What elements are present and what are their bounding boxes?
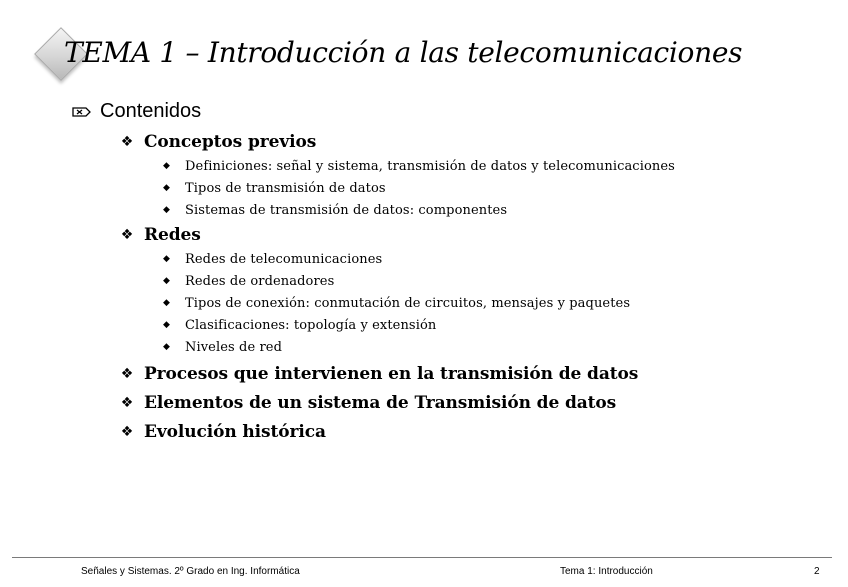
outline-section	[118, 417, 818, 446]
list-item	[163, 292, 818, 314]
four-diamond-icon: ❖	[120, 365, 134, 382]
diamond-bullet-icon: ◆	[163, 161, 170, 171]
section-label: Redes	[144, 225, 201, 245]
four-diamond-icon: ❖	[120, 394, 134, 411]
section-items	[118, 155, 818, 221]
section-heading	[118, 388, 818, 417]
diamond-bullet-icon: ◆	[163, 254, 170, 264]
slide-title: TEMA 1 – Introducción a las telecomunicaciones	[64, 36, 743, 69]
section-heading	[118, 222, 818, 248]
diamond-bullet-icon: ◆	[163, 205, 170, 215]
outline-section	[118, 388, 818, 417]
content-outline	[118, 129, 818, 446]
item-label: Redes de ordenadores	[185, 273, 335, 289]
section-heading	[118, 359, 818, 388]
section-heading	[118, 417, 818, 446]
level1-heading	[72, 100, 201, 123]
footer-topic: Tema 1: Introducción	[560, 566, 653, 577]
level1-label: Contenidos	[100, 100, 202, 122]
diamond-bullet-icon: ◆	[163, 298, 170, 308]
item-label: Tipos de transmisión de datos	[185, 180, 386, 196]
page-number: 2	[814, 566, 820, 577]
section-items	[118, 248, 818, 358]
item-label: Definiciones: señal y sistema, transmisión de datos y telecomunicaciones	[185, 158, 675, 174]
section-heading	[118, 129, 818, 155]
four-diamond-icon: ❖	[120, 423, 134, 440]
outline-section	[118, 222, 818, 358]
item-label: Niveles de red	[185, 339, 283, 355]
list-item	[163, 314, 818, 336]
item-label: Tipos de conexión: conmutación de circuitos, mensajes y paquetes	[185, 295, 631, 311]
footer-course: Señales y Sistemas. 2º Grado en Ing. Informática	[81, 566, 300, 577]
item-label: Sistemas de transmisión de datos: componentes	[185, 202, 508, 218]
item-label: Redes de telecomunicaciones	[185, 251, 383, 267]
section-label: Evolución histórica	[144, 421, 326, 442]
pencil-icon	[72, 106, 91, 118]
four-diamond-icon: ❖	[120, 134, 134, 150]
section-label: Procesos que intervienen en la transmisión de datos	[144, 363, 639, 384]
section-label: Elementos de un sistema de Transmisión de datos	[144, 392, 617, 413]
outline-section	[118, 129, 818, 221]
footer-divider	[12, 557, 832, 558]
four-diamond-icon: ❖	[120, 227, 134, 243]
list-item	[163, 248, 818, 270]
diamond-bullet-icon: ◆	[163, 342, 170, 352]
list-item	[163, 199, 818, 221]
diamond-bullet-icon: ◆	[163, 183, 170, 193]
item-label: Clasificaciones: topología y extensión	[185, 317, 437, 333]
diamond-bullet-icon: ◆	[163, 276, 170, 286]
diamond-bullet-icon: ◆	[163, 320, 170, 330]
section-label: Conceptos previos	[144, 132, 317, 152]
list-item	[163, 270, 818, 292]
list-item	[163, 336, 818, 358]
list-item	[163, 155, 818, 177]
outline-section	[118, 359, 818, 388]
list-item	[163, 177, 818, 199]
